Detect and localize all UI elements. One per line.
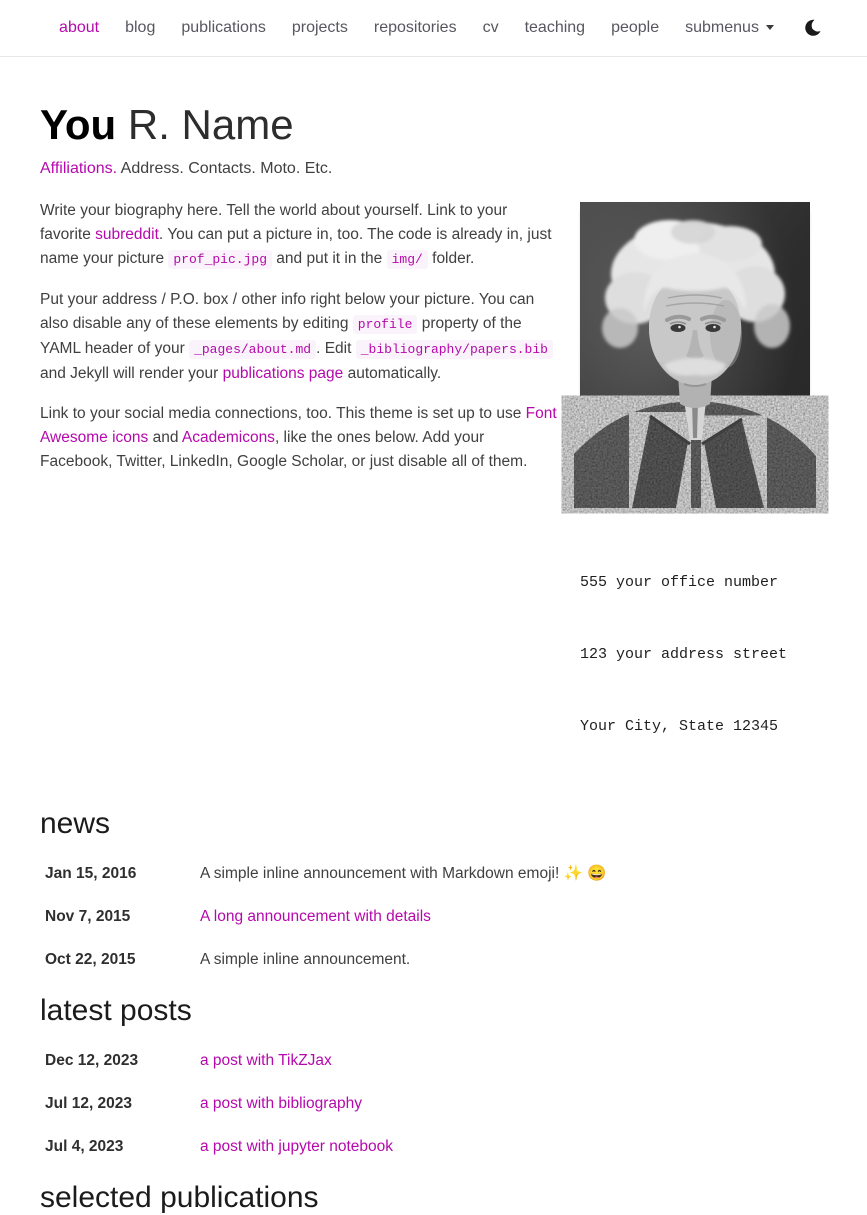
nav-item-label: people	[611, 19, 660, 36]
bio-text: and put it in the	[272, 250, 387, 267]
nav-item-about[interactable]	[46, 19, 112, 37]
nav-item-label: teaching	[524, 19, 586, 36]
row-date: Jul 12, 2023	[45, 1095, 133, 1112]
tagline	[40, 160, 810, 178]
bio-text: folder.	[427, 250, 475, 267]
bio-section	[40, 199, 810, 735]
navbar	[0, 0, 867, 57]
row-date: Jul 4, 2023	[45, 1138, 124, 1155]
nav-item-repositories[interactable]	[361, 19, 470, 37]
row-content	[200, 1049, 810, 1073]
inline-code: _bibliography/papers.bib	[356, 340, 553, 359]
inline-link[interactable]: subreddit	[95, 226, 159, 243]
row-content: A simple inline announcement with Markdown emoji! ✨ 😄	[200, 865, 607, 882]
profile	[580, 202, 810, 787]
row-date: Jan 15, 2016	[45, 865, 137, 882]
nav-item-people[interactable]	[598, 19, 672, 37]
nav-item-label: submenus	[685, 19, 759, 36]
post-row	[40, 1130, 810, 1173]
profile-photo	[580, 202, 810, 508]
row-content: A simple inline announcement.	[200, 951, 411, 968]
post-rows	[40, 1044, 810, 1173]
inline-link[interactable]: Font Awesome icons	[40, 405, 557, 446]
bio-text: and	[148, 429, 182, 446]
news-row	[40, 943, 810, 986]
news-row	[40, 900, 810, 943]
bio-text: . You can put a picture in, too. The code is already in, just name your picture	[40, 226, 552, 267]
address-line: 555 your office number	[580, 574, 779, 591]
posts-section	[40, 994, 810, 1173]
last-name: R. Name	[116, 101, 294, 148]
dark-mode-toggle[interactable]	[803, 19, 821, 37]
nav-list	[46, 19, 787, 37]
inline-code: prof_pic.jpg	[168, 250, 272, 269]
nav-item-label: publications	[181, 19, 266, 36]
row-link[interactable]: a post with bibliography	[200, 1095, 362, 1112]
nav-item-submenus[interactable]	[672, 19, 787, 37]
nav-item-label: repositories	[373, 19, 457, 36]
bio-text: Link to your social media connections, too. This theme is set up to use	[40, 405, 526, 422]
bio-text: , like the ones below. Add your Facebook, Twitter, LinkedIn, Google Scholar, or just disable all of them.	[40, 429, 528, 470]
nav-item-label: projects	[291, 19, 348, 36]
row-link[interactable]: A long announcement with details	[200, 908, 431, 925]
nav-item-cv[interactable]	[470, 19, 512, 37]
row-link[interactable]: a post with TikZJax	[200, 1052, 332, 1069]
nav-item-projects[interactable]	[279, 19, 361, 37]
inline-link[interactable]: publications page	[222, 365, 344, 382]
inline-code: profile	[353, 315, 418, 334]
nav-item-blog[interactable]	[112, 19, 168, 37]
publications-heading: selected publications	[40, 1181, 319, 1214]
row-date: Nov 7, 2015	[45, 908, 131, 925]
main-content	[40, 101, 810, 1215]
posts-heading: latest posts	[40, 994, 192, 1027]
address-line: 123 your address street	[580, 646, 788, 663]
post-row	[40, 1087, 810, 1130]
chevron-down-icon	[766, 25, 774, 30]
inline-link[interactable]: Academicons	[181, 429, 275, 446]
bio-text: . Edit	[316, 340, 356, 357]
news-section	[40, 799, 810, 986]
row-link[interactable]: a post with jupyter notebook	[200, 1138, 394, 1155]
row-date: Dec 12, 2023	[45, 1052, 139, 1069]
nav-item-publications[interactable]	[168, 19, 279, 37]
row-content	[200, 1135, 810, 1159]
bio-text: property of the YAML header of your	[40, 315, 522, 357]
address-line: Your City, State 12345	[580, 718, 779, 735]
moon-icon	[803, 19, 821, 37]
first-name: You	[40, 101, 117, 148]
news-rows	[40, 857, 810, 986]
affiliations-link[interactable]: Affiliations.	[40, 160, 118, 177]
row-date: Oct 22, 2015	[45, 951, 136, 968]
bio-text: and Jekyll will render your	[40, 365, 223, 382]
row-content	[200, 1092, 810, 1116]
news-row	[40, 857, 810, 900]
news-heading: news	[40, 807, 111, 840]
nav-item-teaching[interactable]	[512, 19, 599, 37]
page-title	[40, 101, 810, 149]
address-block	[580, 523, 810, 787]
bio-text: Put your address / P.O. box / other info right below your picture. You can also disable any of these elements by editing	[40, 291, 535, 332]
post-row	[40, 1044, 810, 1087]
inline-code: _pages/about.md	[189, 340, 316, 359]
nav-item-label: blog	[125, 19, 156, 36]
inline-code: img/	[387, 250, 428, 269]
bio-text: automatically.	[343, 365, 442, 382]
publications-section	[40, 1181, 810, 1215]
tagline-rest: Address. Contacts. Moto. Etc.	[117, 160, 333, 177]
row-content	[200, 905, 810, 929]
nav-item-label: cv	[482, 19, 499, 36]
nav-item-label: about	[59, 19, 100, 36]
bio-text: Write your biography here. Tell the world about yourself. Link to your favorite	[40, 202, 508, 243]
